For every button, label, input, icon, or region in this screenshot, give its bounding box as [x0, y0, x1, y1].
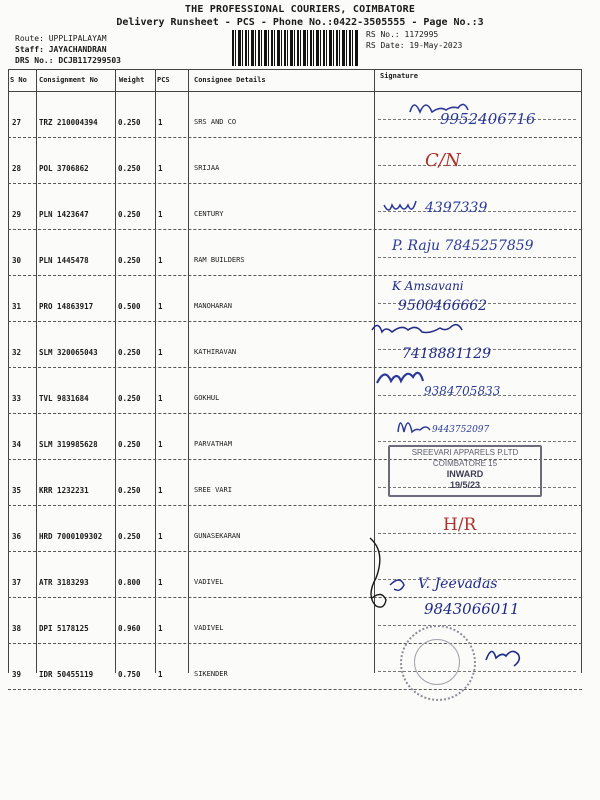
cell-consignment: PRO 14863917 — [39, 302, 94, 311]
cell-weight: 0.250 — [118, 118, 141, 127]
barcode — [232, 30, 359, 66]
cell-consignment: PLN 1445478 — [39, 256, 89, 265]
cell-consignment: HRD 7000109302 — [39, 532, 103, 541]
signature-line — [378, 211, 576, 212]
cell-consignment: SLM 319985628 — [39, 440, 98, 449]
cell-consignment: TRZ 210004394 — [39, 118, 98, 127]
cell-sno: 35 — [12, 486, 22, 495]
cell-weight: 0.800 — [118, 578, 141, 587]
cell-pcs: 1 — [158, 532, 163, 541]
cell-consignment: DPI 5178125 — [39, 624, 89, 633]
cell-sno: 39 — [12, 670, 22, 679]
cell-sno: 30 — [12, 256, 22, 265]
cell-pcs: 1 — [158, 118, 163, 127]
document-title: THE PROFESSIONAL COURIERS, COIMBATORE — [184, 4, 416, 15]
cell-weight: 0.500 — [118, 302, 141, 311]
stamp-city-text: COIMBATORE 15 — [432, 459, 498, 468]
cell-sno: 28 — [12, 164, 22, 173]
cell-pcs: 1 — [158, 486, 163, 495]
cell-sno: 31 — [12, 302, 22, 311]
cell-consignee: VADIVEL — [194, 624, 224, 632]
circular-seal — [400, 625, 476, 701]
handwritten-name-31: K Amsavani — [392, 279, 464, 293]
signature-line — [378, 579, 576, 580]
table-row — [8, 138, 582, 184]
handwritten-phone-34: 9443752097 — [432, 425, 490, 435]
cell-consignee: SREE VARI — [194, 486, 232, 494]
cell-consignment: ATR 3183293 — [39, 578, 89, 587]
stamp-inward-text: INWARD — [446, 469, 484, 479]
rs-date-text: RS Date: 19-May-2023 — [366, 41, 463, 50]
route-text: Route: UPPLIPALAYAM — [15, 34, 107, 43]
handwritten-name-38: V. Jeevadas — [418, 576, 498, 592]
cell-weight: 0.250 — [118, 394, 141, 403]
cell-consignment: IDR 50455119 — [39, 670, 94, 679]
handwritten-phone-38: 9843066011 — [424, 600, 520, 618]
table-row — [8, 506, 582, 552]
cell-consignment: POL 3706862 — [39, 164, 89, 173]
signature-line — [378, 119, 576, 120]
handwritten-phone-27: 9952406716 — [440, 110, 536, 128]
drs-text: DRS No.: DCJB117299503 — [15, 56, 121, 65]
cell-consignee: GOKHUL — [194, 394, 220, 402]
cell-weight: 0.250 — [118, 486, 141, 495]
cell-weight: 0.250 — [118, 348, 141, 357]
cell-weight: 0.250 — [118, 256, 141, 265]
cell-sno: 34 — [12, 440, 22, 449]
table-row — [8, 230, 582, 276]
handwritten-note-30: P. Raju 7845257859 — [392, 238, 534, 254]
table-row — [8, 644, 582, 690]
cell-consignment: PLN 1423647 — [39, 210, 89, 219]
cell-pcs: 1 — [158, 164, 163, 173]
company-rubber-stamp — [388, 445, 542, 497]
cell-pcs: 1 — [158, 624, 163, 633]
handwritten-note-36: H/R — [443, 515, 477, 535]
stamp-company-text: SREEVARI APPARELS P.LTD — [411, 448, 519, 457]
cell-sno: 27 — [12, 118, 22, 127]
signature-line — [378, 625, 576, 626]
meta-left — [15, 33, 121, 66]
cell-consignment: KRR 1232231 — [39, 486, 89, 495]
cell-sno: 33 — [12, 394, 22, 403]
cell-weight: 0.250 — [118, 210, 141, 219]
cell-consignee: GUNASEKARAN — [194, 532, 241, 540]
table-row — [8, 322, 582, 368]
table-row — [8, 92, 582, 138]
col-header-signature: Signature — [380, 72, 418, 80]
document-subtitle: Delivery Runsheet - PCS - Phone No.:0422-3505555 - Page No.:3 — [116, 17, 484, 28]
signature-line — [378, 533, 576, 534]
meta-right — [366, 29, 462, 51]
table-row — [8, 552, 582, 598]
handwritten-note-28: C/N — [425, 150, 461, 171]
col-header-pcs: PCS — [157, 76, 170, 84]
staff-text: Staff: JAYACHANDRAN — [15, 45, 107, 54]
col-header-consignee: Consignee Details — [194, 76, 266, 84]
cell-consignee: PARVATHAM — [194, 440, 232, 448]
cell-consignment: SLM 320065043 — [39, 348, 98, 357]
cell-sno: 29 — [12, 210, 22, 219]
cell-consignee: SRS AND CO — [194, 118, 237, 126]
cell-consignee: VADIVEL — [194, 578, 224, 586]
runsheet-table — [8, 69, 582, 679]
cell-weight: 0.960 — [118, 624, 141, 633]
cell-consignee: MANOHARAN — [194, 302, 232, 310]
cell-pcs: 1 — [158, 210, 163, 219]
row-divider — [8, 689, 582, 690]
signature-line — [378, 441, 576, 442]
cell-weight: 0.250 — [118, 440, 141, 449]
signature-line — [378, 165, 576, 166]
table-top-border — [8, 69, 582, 70]
cell-consignee: RAM BUILDERS — [194, 256, 245, 264]
handwritten-phone-29: 4397339 — [425, 200, 488, 216]
handwritten-phone-31: 9500466662 — [398, 298, 488, 314]
table-row — [8, 598, 582, 644]
cell-pcs: 1 — [158, 348, 163, 357]
signature-line — [378, 257, 576, 258]
cell-consignee: SIKENDER — [194, 670, 228, 678]
table-row — [8, 184, 582, 230]
rs-no-text: RS No.: 1172995 — [366, 30, 439, 39]
handwritten-phone-32: 7418881129 — [402, 346, 492, 362]
cell-consignee: KATHIRAVAN — [194, 348, 237, 356]
col-header-sno: S No — [10, 76, 27, 84]
signature-line — [378, 303, 576, 304]
cell-sno: 38 — [12, 624, 22, 633]
cell-consignment: TVL 9831684 — [39, 394, 89, 403]
signature-line — [378, 395, 576, 396]
handwritten-phone-33: 9384705833 — [424, 384, 501, 398]
cell-pcs: 1 — [158, 256, 163, 265]
cell-sno: 37 — [12, 578, 22, 587]
cell-pcs: 1 — [158, 394, 163, 403]
col-header-consignment: Consignment No — [39, 76, 99, 84]
cell-weight: 0.750 — [118, 670, 141, 679]
cell-pcs: 1 — [158, 302, 163, 311]
cell-weight: 0.250 — [118, 164, 141, 173]
cell-pcs: 1 — [158, 440, 163, 449]
cell-pcs: 1 — [158, 670, 163, 679]
col-header-weight: Weight — [119, 76, 145, 84]
cell-sno: 36 — [12, 532, 22, 541]
cell-consignee: CENTURY — [194, 210, 224, 218]
table-row — [8, 368, 582, 414]
stamp-date-text: 19/5/23 — [449, 480, 481, 490]
table-row — [8, 276, 582, 322]
cell-weight: 0.250 — [118, 532, 141, 541]
signature-line — [378, 349, 576, 350]
cell-pcs: 1 — [158, 578, 163, 587]
cell-consignee: SRIJAA — [194, 164, 220, 172]
cell-sno: 32 — [12, 348, 22, 357]
